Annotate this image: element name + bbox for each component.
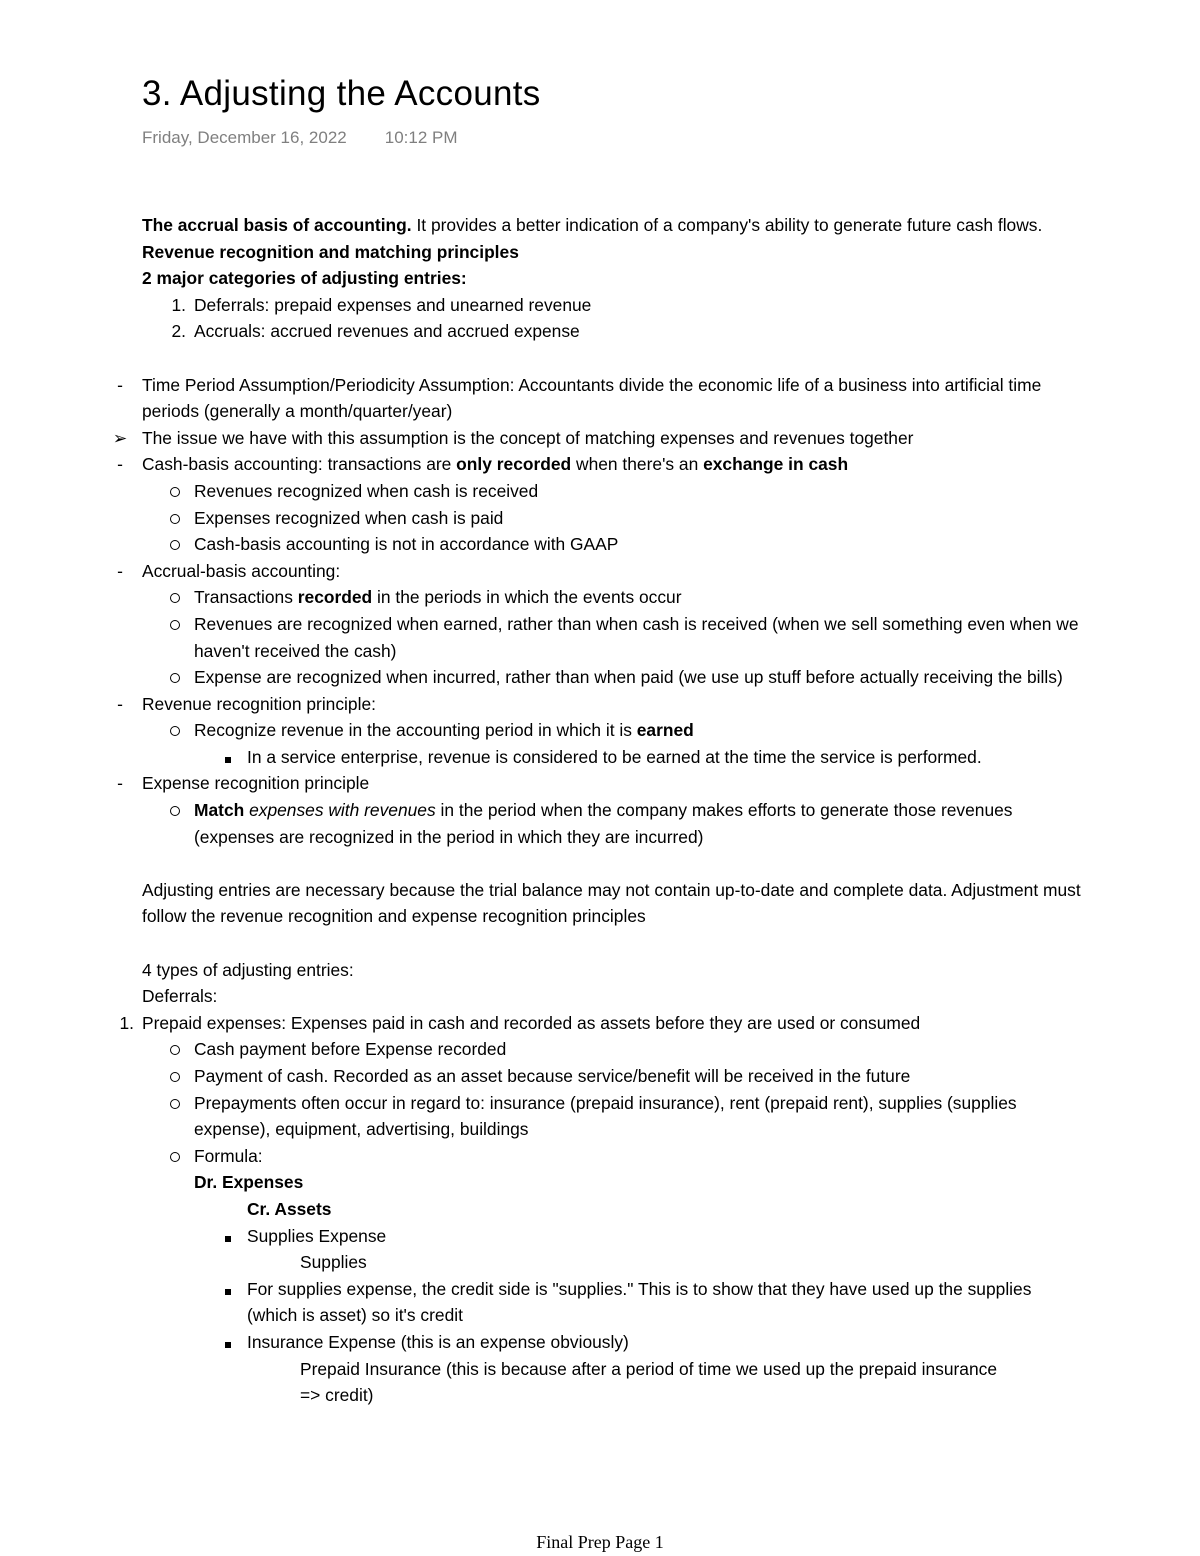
sub-bullet [142, 1090, 1082, 1143]
text-run: Cash-basis accounting: transactions are [142, 454, 457, 475]
dash-bullet: - [117, 454, 123, 475]
text-run-bold: only recorded [456, 454, 572, 475]
bullet-text: The issue we have with this assumption is the concept of matching expenses and revenues together [142, 427, 914, 448]
sub-sub-bullet-text: In a service enterprise, revenue is considered to be earned at the time the service is performed. [247, 746, 982, 767]
bullet-text: Revenue recognition principle: [142, 693, 376, 714]
list-number: 1. [171, 294, 186, 315]
sub-sub-bullet [142, 1329, 1082, 1356]
list-item-text: Deferrals: prepaid expenses and unearned revenue [194, 294, 592, 315]
text-run: Recognize revenue in the accounting period in which it is [194, 720, 637, 741]
dr-expenses-line: Dr. Expenses [194, 1172, 304, 1193]
accrual-basis-text: It provides a better indication of a company's ability to generate future cash flows. [411, 215, 1043, 235]
sub-bullet [142, 1036, 1082, 1063]
square-bullet-icon [217, 1329, 239, 1356]
page-date: Friday, December 16, 2022 [142, 128, 347, 147]
note-body [112, 212, 1082, 1409]
accrual-basis-paragraph [142, 212, 1082, 239]
adjusting-necessary-paragraph: Adjusting entries are necessary because the trial balance may not contain up-to-date and complete data. Adjustment must follow the revenue recognition and expense recognition principles [142, 879, 1081, 927]
arrow-bullet-icon: ➢ [112, 427, 128, 448]
sub-sub-bullet [142, 1276, 1082, 1329]
page-footer: Final Prep Page 1 [536, 1532, 664, 1552]
page-title: 3. Adjusting the Accounts [142, 74, 541, 113]
circle-bullet-icon [164, 1036, 186, 1063]
sub-bullet [142, 1063, 1082, 1090]
square-bullet-icon [217, 744, 239, 771]
bullet-expense-principle [117, 770, 1082, 797]
circle-bullet-icon [164, 1090, 186, 1117]
four-types-heading: 4 types of adjusting entries: [142, 959, 354, 980]
bullet-cash-basis [117, 451, 1082, 478]
page-time: 10:12 PM [384, 128, 458, 147]
deferrals-heading: Deferrals: [142, 986, 218, 1007]
sub-bullet-text: Cash payment before Expense recorded [194, 1039, 507, 1060]
dash-bullet: - [117, 374, 123, 395]
sub-bullet-text [194, 800, 1013, 847]
text-run-bold: earned [636, 720, 694, 741]
prepaid-insurance-credit-line: Prepaid Insurance (this is because after a period of time we used up the prepaid insurance => credit) [300, 1358, 998, 1406]
sub-bullet-text [194, 720, 694, 740]
circle-bullet-icon [164, 531, 186, 558]
sub-bullet [142, 664, 1082, 691]
sub-sub-bullet-text: Supplies Expense [247, 1225, 387, 1246]
revenue-matching-heading: Revenue recognition and matching principles [142, 241, 519, 262]
text-run: when there's an [571, 454, 704, 475]
sub-bullet-text: Payment of cash. Recorded as an asset because service/benefit will be received in the future [194, 1066, 911, 1086]
sub-bullet-text: Expenses recognized when cash is paid [194, 507, 504, 528]
sub-bullet-text: Prepayments often occur in regard to: insurance (prepaid insurance), rent (prepaid rent), supplies (supplies expense), equipment, advertising, buildings [194, 1092, 1017, 1140]
circle-bullet-icon [164, 717, 186, 744]
bullet-text [142, 454, 848, 474]
prepaid-expenses-item [119, 1010, 1082, 1037]
text-run-bold: exchange in cash [703, 454, 849, 475]
sub-bullet [142, 611, 1082, 664]
bullet-time-period [117, 372, 1082, 425]
bullet-revenue-principle [117, 691, 1082, 718]
list-item [142, 318, 1082, 345]
circle-bullet-icon [164, 584, 186, 611]
list-item [142, 292, 1082, 319]
accrual-basis-heading: The accrual basis of accounting. [142, 215, 412, 235]
cr-assets-line: Cr. Assets [247, 1198, 332, 1219]
circle-bullet-icon [164, 478, 186, 505]
sub-sub-bullet [142, 744, 1082, 771]
circle-bullet-icon [164, 1143, 186, 1170]
circle-bullet-icon [164, 1063, 186, 1090]
text-run-bold: Match [194, 800, 245, 821]
sub-bullet [142, 584, 1082, 611]
list-item-text: Accruals: accrued revenues and accrued expense [194, 321, 580, 342]
bullet-issue [112, 425, 1082, 452]
list-number: 2. [171, 321, 186, 342]
supplies-credit-line: Supplies [300, 1252, 367, 1273]
bullet-text: Time Period Assumption/Periodicity Assumption: Accountants divide the economic life of a business into artificial time periods (generally a month/quarter/year) [142, 374, 1042, 422]
list-item-text: Prepaid expenses: Expenses paid in cash and recorded as assets before they are used or consumed [142, 1012, 921, 1033]
circle-bullet-icon [164, 797, 186, 824]
text-run-bold: recorded [297, 587, 373, 608]
square-bullet-icon [217, 1223, 239, 1250]
sub-sub-bullet-text: For supplies expense, the credit side is "supplies." This is to show that they have used up the supplies (which is asset) so it's credit [247, 1278, 1032, 1326]
sub-bullet [142, 717, 1082, 744]
sub-bullet [142, 478, 1082, 505]
circle-bullet-icon [164, 664, 186, 691]
sub-sub-bullet [142, 1223, 1082, 1250]
circle-bullet-icon [164, 611, 186, 638]
sub-bullet-text: Expense are recognized when incurred, rather than when paid (we use up stuff before actually receiving the bills) [194, 667, 1063, 688]
sub-bullet [142, 505, 1082, 532]
sub-bullet [142, 1143, 1082, 1170]
list-number: 1. [119, 1012, 134, 1033]
sub-sub-bullet-text: Insurance Expense (this is an expense obviously) [247, 1331, 629, 1352]
sub-bullet-text: Revenues are recognized when earned, rather than when cash is received (when we sell something even when we haven't received the cash) [194, 613, 1079, 661]
dash-bullet: - [117, 773, 123, 794]
square-bullet-icon [217, 1276, 239, 1303]
sub-bullet [142, 797, 1082, 850]
circle-bullet-icon [164, 505, 186, 532]
page-timestamp [142, 128, 458, 148]
text-run-italic: expenses with revenues [244, 800, 436, 821]
two-major-categories-heading: 2 major categories of adjusting entries: [142, 268, 467, 289]
bullet-text: Accrual-basis accounting: [142, 560, 341, 581]
dash-bullet: - [117, 693, 123, 714]
sub-bullet-text: Formula: [194, 1145, 263, 1166]
sub-bullet-text: Revenues recognized when cash is received [194, 480, 539, 501]
sub-bullet-text [194, 587, 682, 607]
dash-bullet: - [117, 560, 123, 581]
bullet-accrual-basis [117, 558, 1082, 585]
text-run: in the periods in which the events occur [372, 587, 682, 608]
bullet-text: Expense recognition principle [142, 773, 370, 794]
text-run: in the period when the company makes efforts to generate those revenues (expenses are recognized in the period in which they are incurred) [194, 800, 1013, 847]
sub-bullet-text: Cash-basis accounting is not in accordance with GAAP [194, 534, 619, 555]
sub-bullet [142, 531, 1082, 558]
text-run: Transactions [194, 587, 298, 608]
